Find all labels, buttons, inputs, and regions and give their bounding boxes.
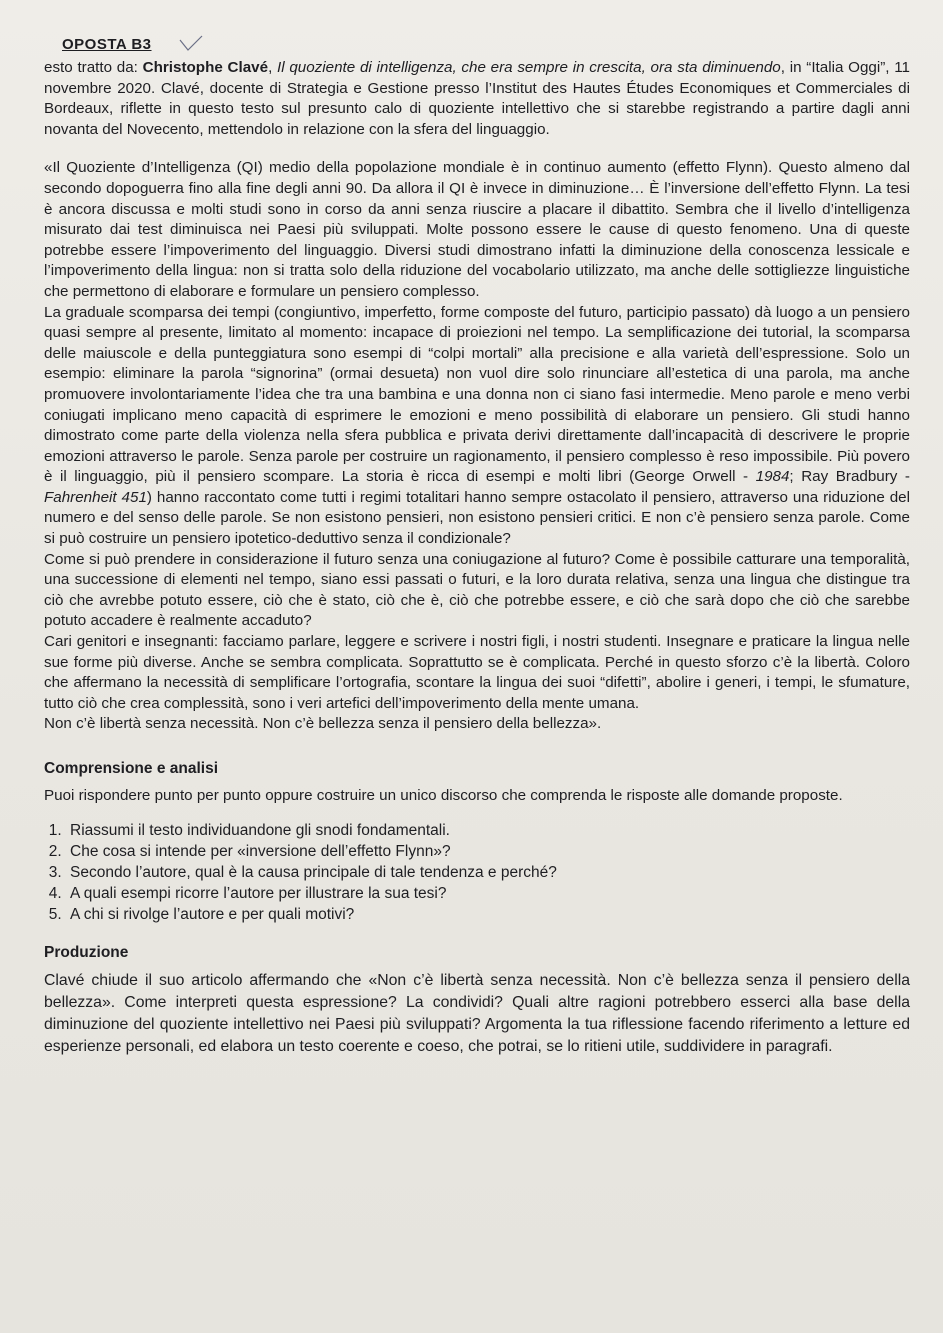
quoted-article xyxy=(44,158,910,735)
book-1984: 1984 xyxy=(755,468,790,486)
quote-paragraph-1: «Il Quoziente d’Intelligenza (QI) medio della popolazione mondiale è in continuo aumento (effetto Flynn). Questo almeno dal secondo dopoguerra fino alla fine degli anni 90. Da allora il QI è invece in diminuzione… È l’inversione dell’effetto Flynn. La tesi è ancora discussa e molti studi sono in corso da anni senza riuscire a placare il dibattito. Sembra che il livello d’intelligenza misurato dai test diminuisca nei Paesi più sviluppati. Molte possono essere le cause di questo fenomeno. Una di queste potrebbe essere l’impoverimento del linguaggio. Diversi studi dimostrano infatti la diminuzione della conoscenza lessicale e l’impoverimento della lingua: non si tratta solo della riduzione del vocabolario utilizzato, ma anche delle sottigliezze linguistiche che permettono di elaborare e formulare un pensiero complesso. xyxy=(44,159,910,300)
intro-author: Christophe Clavé xyxy=(142,59,269,76)
quote-paragraph-3: Come si può prendere in considerazione il futuro senza una coniugazione al futuro? Come è possibile catturare una temporalità, una successione di elementi nel tempo, siano essi passati o futuri, e la loro durata relativa, senza una lingua che distingue tra ciò che avrebbe potuto essere, ciò che è stato, ciò che è, ciò che potrebbe essere, e ciò che sarà dopo che ciò che sarebbe potuto accadere è realmente accaduto? xyxy=(44,550,910,630)
exercise-header: OPOSTA B3 xyxy=(62,36,152,53)
question-item: 5. A chi si rivolge l’autore e per quali motivi? xyxy=(66,904,910,925)
question-item: 3. Secondo l’autore, qual è la causa principale di tale tendenza e perché? xyxy=(66,862,910,883)
handwritten-check-icon xyxy=(178,34,204,54)
comprehension-instructions: Puoi rispondere punto per punto oppure costruire un unico discorso che comprenda le risposte alle domande proposte. xyxy=(44,786,843,804)
intro-prefix: esto tratto da: xyxy=(44,59,143,76)
question-item: 2. Che cosa si intende per «inversione dell’effetto Flynn»? xyxy=(66,841,910,862)
question-list xyxy=(44,820,910,925)
intro-article-title: Il quoziente di intelligenza, che era sempre in crescita, ora sta diminuendo xyxy=(277,59,781,76)
book-fahrenheit: Fahrenheit 451 xyxy=(44,488,147,506)
question-item: 4. A quali esempi ricorre l’autore per illustrare la sua tesi? xyxy=(66,883,910,904)
quote-paragraph-2: La graduale scomparsa dei tempi (congiuntivo, imperfetto, forme composte del futuro, participio passato) dà luogo a un pensiero quasi sempre al presente, limitato al momento: incapace di proiezioni nel tempo. La semplificazione dei tutorial, la scomparsa delle maiuscole e della punteggiatura sono esempi di “colpi mortali” alla precisione e alla varietà dell’espressione. Solo un esempio: eliminare la parola “signorina” (ormai desueta) non vuol dire solo rinunciare all’estetica di una parola, ma anche promuovere involontariamente l’idea che tra una bambina e una donna non ci siano fasi intermedie. Meno parole e meno verbi coniugati implicano meno capacità di esprimere le emozioni e meno possibilità di elaborare un pensiero. Gli studi hanno dimostrato come parte della violenza nella sfera pubblica e privata derivi direttamente dall’incapacità di descrivere le proprie emozioni attraverso le parole. Senza parole per costruire un ragionamento, il pensiero complesso è reso impossibile. Più povero è il linguaggio, più il pensiero scompare. La storia è ricca di esempi e molti libri (George Orwell - 1984; Ray Bradbury - Fahrenheit 451) hanno raccontato come tutti i regimi totalitari hanno sempre ostacolato il pensiero, attraverso una riduzione del numero e del senso delle parole. Se non esistono pensieri, non esistono pensieri critici. E non c’è pensiero senza parole. Come si può costruire un pensiero ipotetico-deduttivo senza il condizionale? xyxy=(44,303,910,548)
intro-paragraph: esto tratto da: Christophe Clavé, Il quoziente di intelligenza, che era sempre in crescita, ora sta diminuendo, in “Italia Oggi”, 11 novembre 2020. Clavé, docente di Strategia e Gestione presso l’Institut des Hautes Études Economiques et Commerciales di Bordeaux, riflette in questo testo sul presunto calo di quoziente intellettivo che si starebbe registrando a partire dagli anni novanta del Novecento, mettendolo in relazione con la sfera del linguaggio. xyxy=(44,59,910,138)
comprehension-title: Comprensione e analisi xyxy=(44,760,218,777)
production-title: Produzione xyxy=(44,944,129,962)
question-item: 1. Riassumi il testo individuandone gli snodi fondamentali. xyxy=(66,820,910,841)
document-body xyxy=(44,58,910,1058)
quote-paragraph-4: Cari genitori e insegnanti: facciamo parlare, leggere e scrivere i nostri figli, i nostri studenti. Insegnare e praticare la lingua nelle sue forme più diverse. Anche se sembra complicata. Soprattutto se è complicata. Perché in questo sforzo c’è la libertà. Coloro che affermano la necessità di semplificare l’ortografia, scontare la lingua dei suoi “difetti”, abolire i generi, i tempi, le sfumature, tutto ciò che crea complessità, sono i veri artefici dell’impoverimento della mente umana. xyxy=(44,633,910,712)
quote-paragraph-5: Non c’è libertà senza necessità. Non c’è bellezza senza il pensiero della bellezza». xyxy=(44,715,602,733)
production-text: Clavé chiude il suo articolo affermando che «Non c’è libertà senza necessità. Non c’è bellezza senza il pensiero della bellezza». Come interpreti questa espressione? La condividi? Quali altre ragioni potrebbero esserci alla base della diminuzione del quoziente intellettivo nei Paesi più sviluppati? Argomenta la tua riflessione facendo riferimento a letture ed esperienze personali, ed elabora un testo coerente e coeso, che potrai, se lo ritieni utile, suddividere in paragrafi. xyxy=(44,971,910,1055)
intro-rest: , in “Italia Oggi”, 11 novembre 2020. Clavé, docente di Strategia e Gestione presso l’Institut des Hautes Études Economiques et Commerciales di Bordeaux, riflette in questo testo sul presunto calo di quoziente intellettivo che si starebbe registrando a partire dagli anni novanta del Novecento, mettendolo in relazione con la sfera del linguaggio. xyxy=(44,59,910,138)
